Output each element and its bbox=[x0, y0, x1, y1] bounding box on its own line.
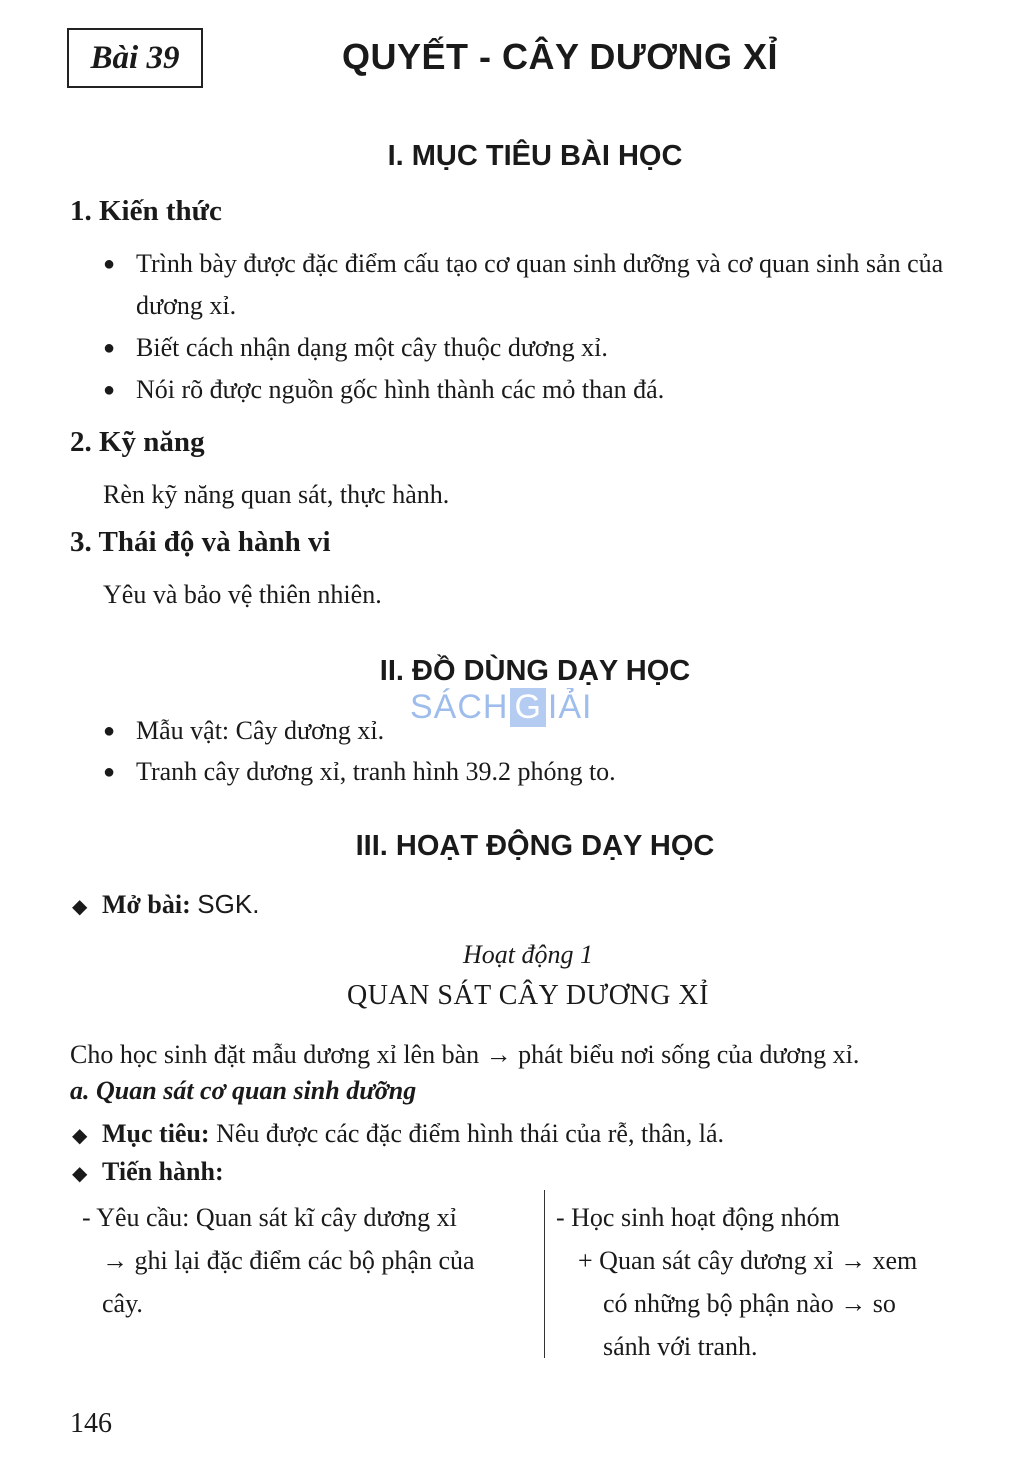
diamond-bullet-icon: ◆ bbox=[72, 896, 88, 918]
observe-organs-heading: a. Quan sát cơ quan sinh dưỡng bbox=[70, 1076, 417, 1105]
student-line: - Học sinh hoạt động nhóm bbox=[556, 1203, 840, 1232]
student-line: + Quan sát cây dương xỉ → xem bbox=[578, 1246, 918, 1275]
bullet-icon: ● bbox=[103, 761, 116, 783]
attitude-heading: 3. Thái độ và hành vi bbox=[70, 526, 331, 558]
attitude-text: Yêu và bảo vệ thiên nhiên. bbox=[103, 580, 382, 609]
lesson-number: Bài 39 bbox=[90, 39, 180, 76]
activity-title: QUAN SÁT CÂY DƯƠNG XỈ bbox=[346, 980, 709, 1011]
section-activities-heading: III. HOẠT ĐỘNG DẠY HỌC bbox=[355, 830, 715, 862]
page-number: 146 bbox=[70, 1408, 112, 1439]
activity-intro: Cho học sinh đặt mẫu dương xỉ lên bàn → phát biểu nơi sống của dương xỉ. bbox=[70, 1040, 860, 1069]
bullet-icon: ● bbox=[103, 720, 116, 742]
teacher-line: - Yêu cầu: Quan sát kĩ cây dương xỉ bbox=[82, 1203, 457, 1232]
intro-line: ◆ Mở bài: SGK. bbox=[72, 884, 972, 927]
section-materials-heading: II. ĐỒ DÙNG DẠY HỌC bbox=[379, 655, 691, 687]
teacher-line: cây. bbox=[102, 1289, 143, 1318]
materials-item: ● Mẫu vật: Cây dương xỉ. bbox=[103, 710, 993, 752]
column-divider bbox=[544, 1190, 545, 1358]
knowledge-item: ● Trình bày được đặc điểm cấu tạo cơ quan sinh dưỡng và cơ quan sinh sản của dương xỉ. bbox=[103, 243, 993, 327]
diamond-bullet-icon: ◆ bbox=[72, 1125, 88, 1147]
student-line: sánh với tranh. bbox=[603, 1332, 758, 1361]
student-line: có những bộ phận nào → so bbox=[603, 1289, 896, 1318]
knowledge-item: ● Nói rõ được nguồn gốc hình thành các mỏ than đá. bbox=[103, 369, 993, 411]
teacher-line: → ghi lại đặc điểm các bộ phận của bbox=[102, 1246, 475, 1275]
section-objectives-heading: I. MỤC TIÊU BÀI HỌC bbox=[387, 140, 683, 172]
bullet-icon: ● bbox=[103, 253, 116, 275]
watermark-logo: SÁCH G IẢI bbox=[410, 688, 593, 726]
knowledge-item: ● Biết cách nhận dạng một cây thuộc dương xỉ. bbox=[103, 327, 993, 369]
procedure-line: ◆ Tiến hành: bbox=[72, 1152, 972, 1194]
knowledge-heading: 1. Kiến thức bbox=[70, 195, 222, 227]
bullet-icon: ● bbox=[103, 379, 116, 401]
materials-item: ● Tranh cây dương xỉ, tranh hình 39.2 phóng to. bbox=[103, 751, 993, 793]
objective-line: ◆ Mục tiêu: Nêu được các đặc điểm hình thái của rễ, thân, lá. bbox=[72, 1114, 972, 1156]
bullet-icon: ● bbox=[103, 337, 116, 359]
diamond-bullet-icon: ◆ bbox=[72, 1163, 88, 1185]
teacher-column bbox=[82, 1196, 532, 1325]
activity-label: Hoạt động 1 bbox=[463, 940, 593, 969]
lesson-number-box bbox=[67, 28, 203, 88]
lesson-title: QUYẾT - CÂY DƯƠNG XỈ bbox=[342, 36, 778, 77]
student-column bbox=[556, 1196, 976, 1368]
skills-text: Rèn kỹ năng quan sát, thực hành. bbox=[103, 480, 450, 509]
skills-heading: 2. Kỹ năng bbox=[70, 426, 205, 458]
